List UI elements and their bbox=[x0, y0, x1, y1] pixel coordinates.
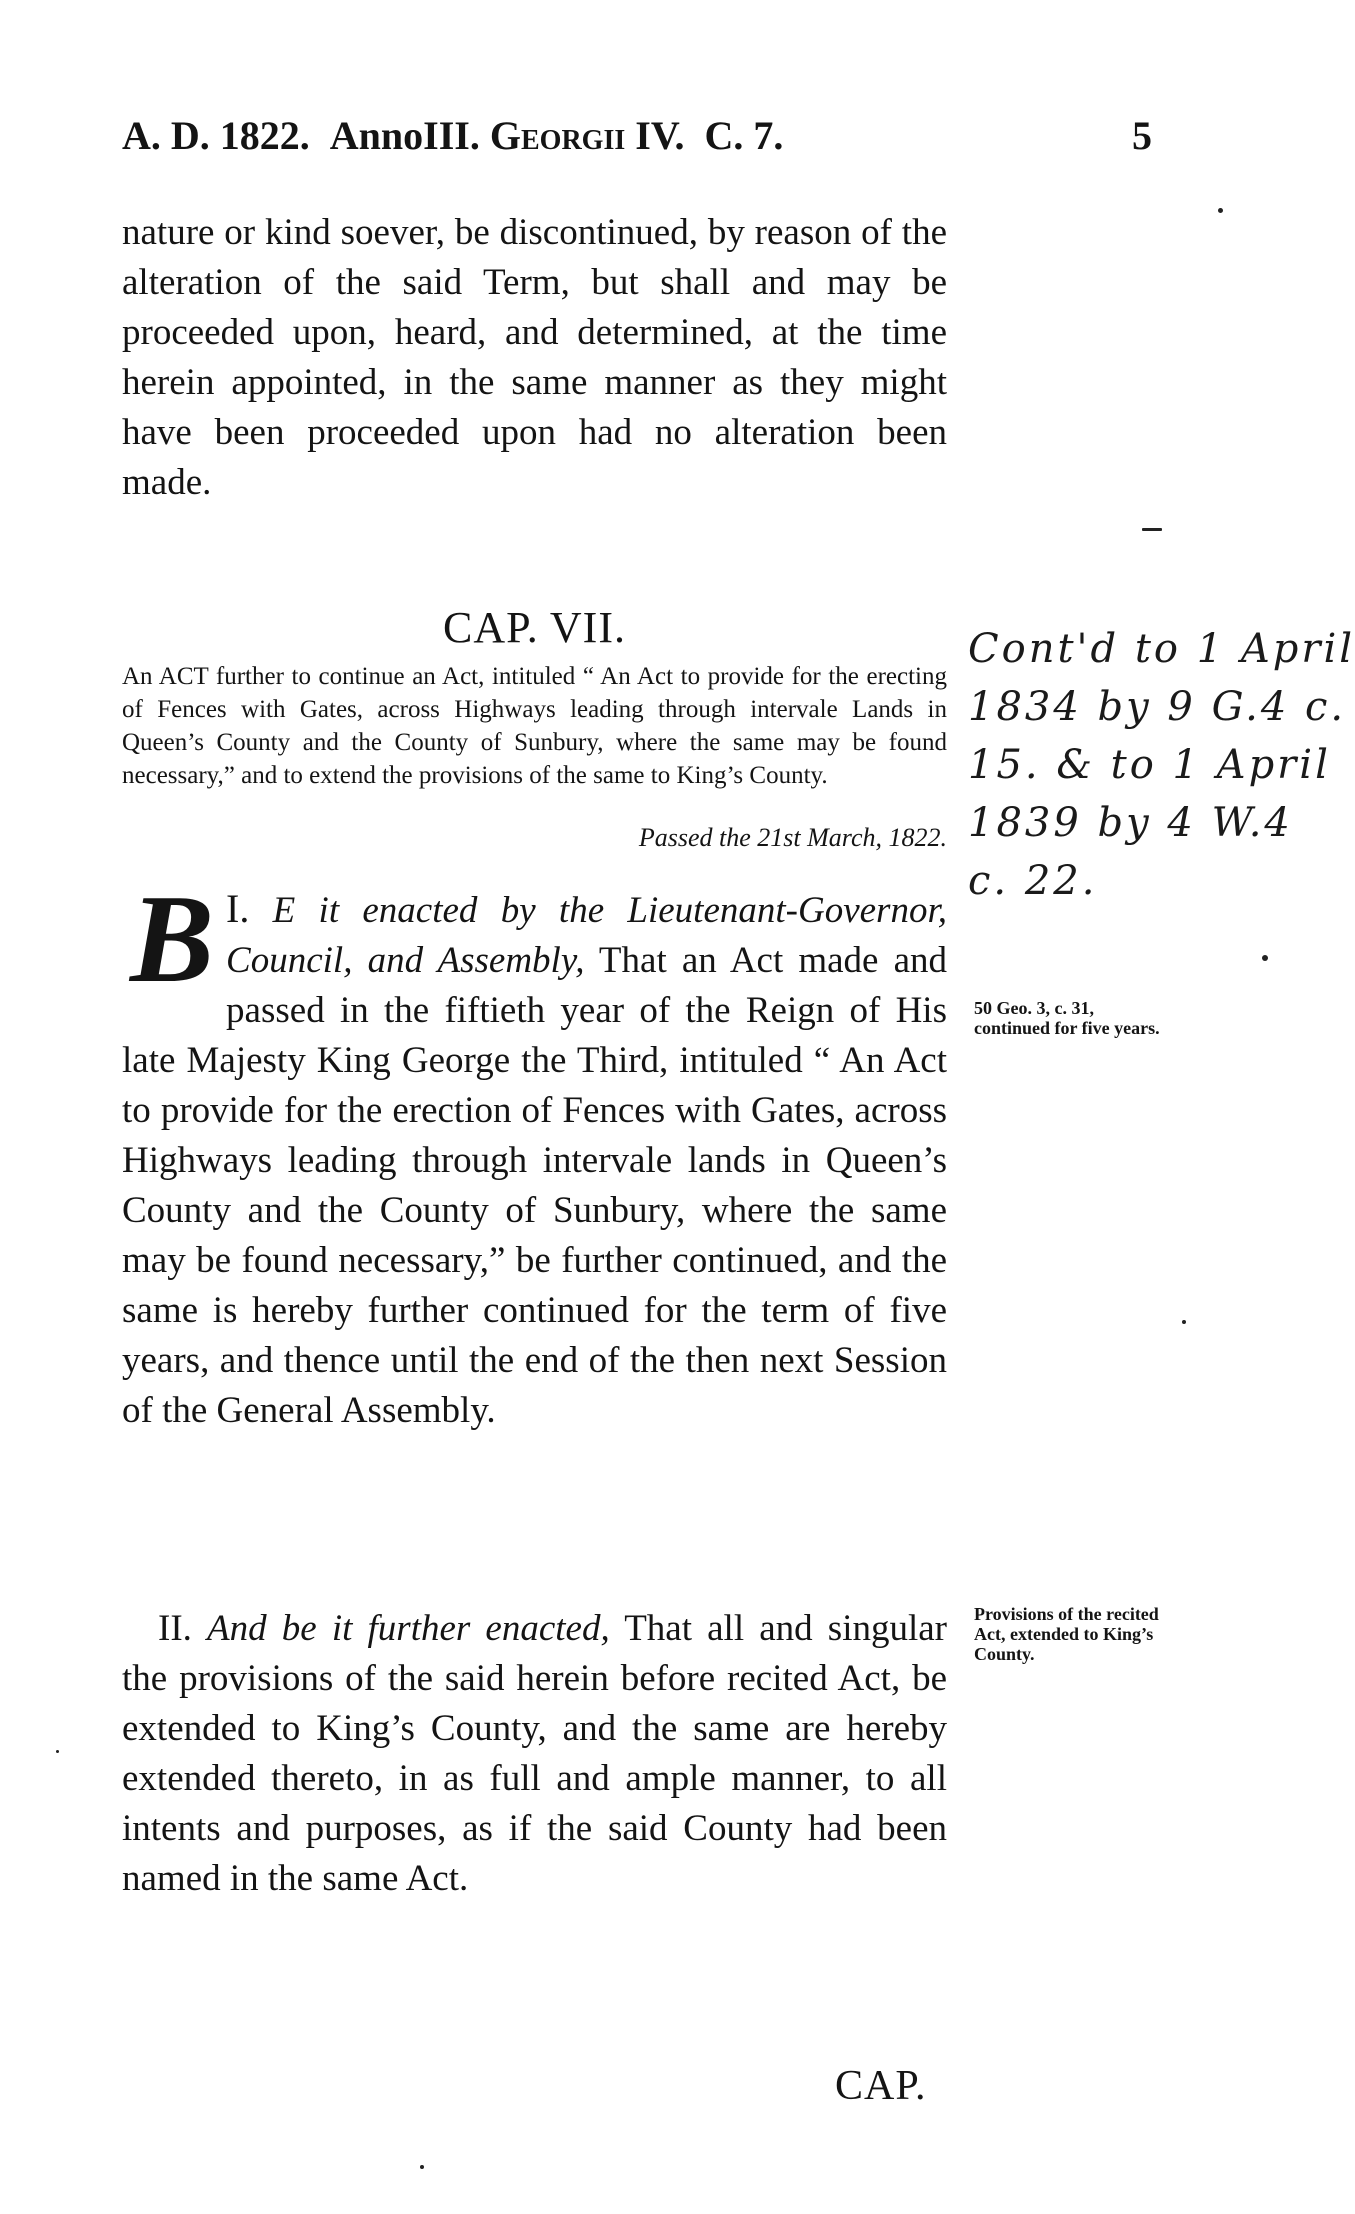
intro-paragraph: nature or kind soever, be discontinued, by reason of the alteration of the said Term, but shall and may be proceeded upon, heard, and determined, at the time herein appointed, in the same manner as they might have been proceeded upon had no alteration been made. bbox=[122, 212, 947, 503]
section-2-enacting-words: And be it further enacted, bbox=[207, 1608, 610, 1649]
scan-speck bbox=[1262, 955, 1268, 961]
scan-speck bbox=[1218, 208, 1223, 213]
long-title: An ACT further to continue an Act, intituled “ An Act to provide for the erecting of Fences with Gates, across Highways leading through intervale Lands in Queen’s County and the County of Sunbury, where the same may be found necessary,” and to extend the provisions of the same to King’s County. bbox=[122, 663, 947, 789]
drop-cap: B bbox=[130, 870, 215, 1009]
catchword: CAP. bbox=[835, 2063, 927, 2109]
scan-speck bbox=[1142, 528, 1162, 531]
handwritten-line: 15. & to 1 April bbox=[968, 742, 1331, 788]
section-1 bbox=[122, 870, 948, 1436]
header-year: A. D. 1822. bbox=[122, 113, 310, 158]
header-regnal-king-number: IV. bbox=[635, 113, 685, 158]
section-1-text: That an Act made and passed in the fiftieth year of the Reign of His late Majesty King George the Third, intituled “ An Act to provide for the erection of Fences with Gates, across Highways leading through intervale lands in Queen’s County and the County of Sunbury, where the same may be found necessary,” be further continued, and the same is hereby further continued for the term of five years, and thence until the end of the then next Session of the General Assembly. bbox=[122, 940, 948, 1431]
header-regnal-number: III. bbox=[423, 113, 480, 158]
section-2-number: II. bbox=[158, 1608, 192, 1649]
section-1-enacting-words: E it enacted by the Lieutenant-Governor, Council, and Assembly, bbox=[226, 890, 947, 981]
section-1-number: I. bbox=[226, 886, 250, 931]
handwritten-line: 1834 by 9 G.4 c. bbox=[968, 684, 1347, 730]
scan-speck bbox=[56, 1750, 59, 1753]
header-chapter: C. 7. bbox=[704, 113, 784, 158]
margin-note-2: Provisions of the recited Act, extended to King’s County. bbox=[974, 1604, 1159, 1664]
handwritten-annotation bbox=[968, 620, 1355, 920]
scan-speck bbox=[1182, 1320, 1186, 1324]
chapter-heading: CAP. VII. bbox=[442, 603, 626, 652]
handwritten-line: c. 22. bbox=[968, 858, 1098, 904]
section-2 bbox=[122, 1604, 947, 1904]
passed-date: Passed the 21st March, 1822. bbox=[638, 823, 947, 852]
header-regnal-king: Georgii bbox=[489, 113, 626, 158]
margin-note-1: 50 Geo. 3, c. 31, continued for five years. bbox=[974, 998, 1160, 1038]
header-left bbox=[122, 108, 783, 164]
scan-speck bbox=[420, 2165, 424, 2169]
handwritten-line: 1839 by 4 W.4 bbox=[968, 800, 1293, 846]
running-header bbox=[122, 108, 1152, 164]
header-regnal-anno: Anno bbox=[329, 113, 424, 158]
page-number: 5 bbox=[1132, 113, 1152, 158]
section-2-text: That all and singular the provisions of the said herein before recited Act, be extended to King’s County, and the same are hereby extended thereto, in as full and ample manner, to all intents and purposes, as if the said County had been named in the same Act. bbox=[122, 1608, 947, 1899]
handwritten-line: Cont'd to 1 April bbox=[968, 626, 1355, 672]
